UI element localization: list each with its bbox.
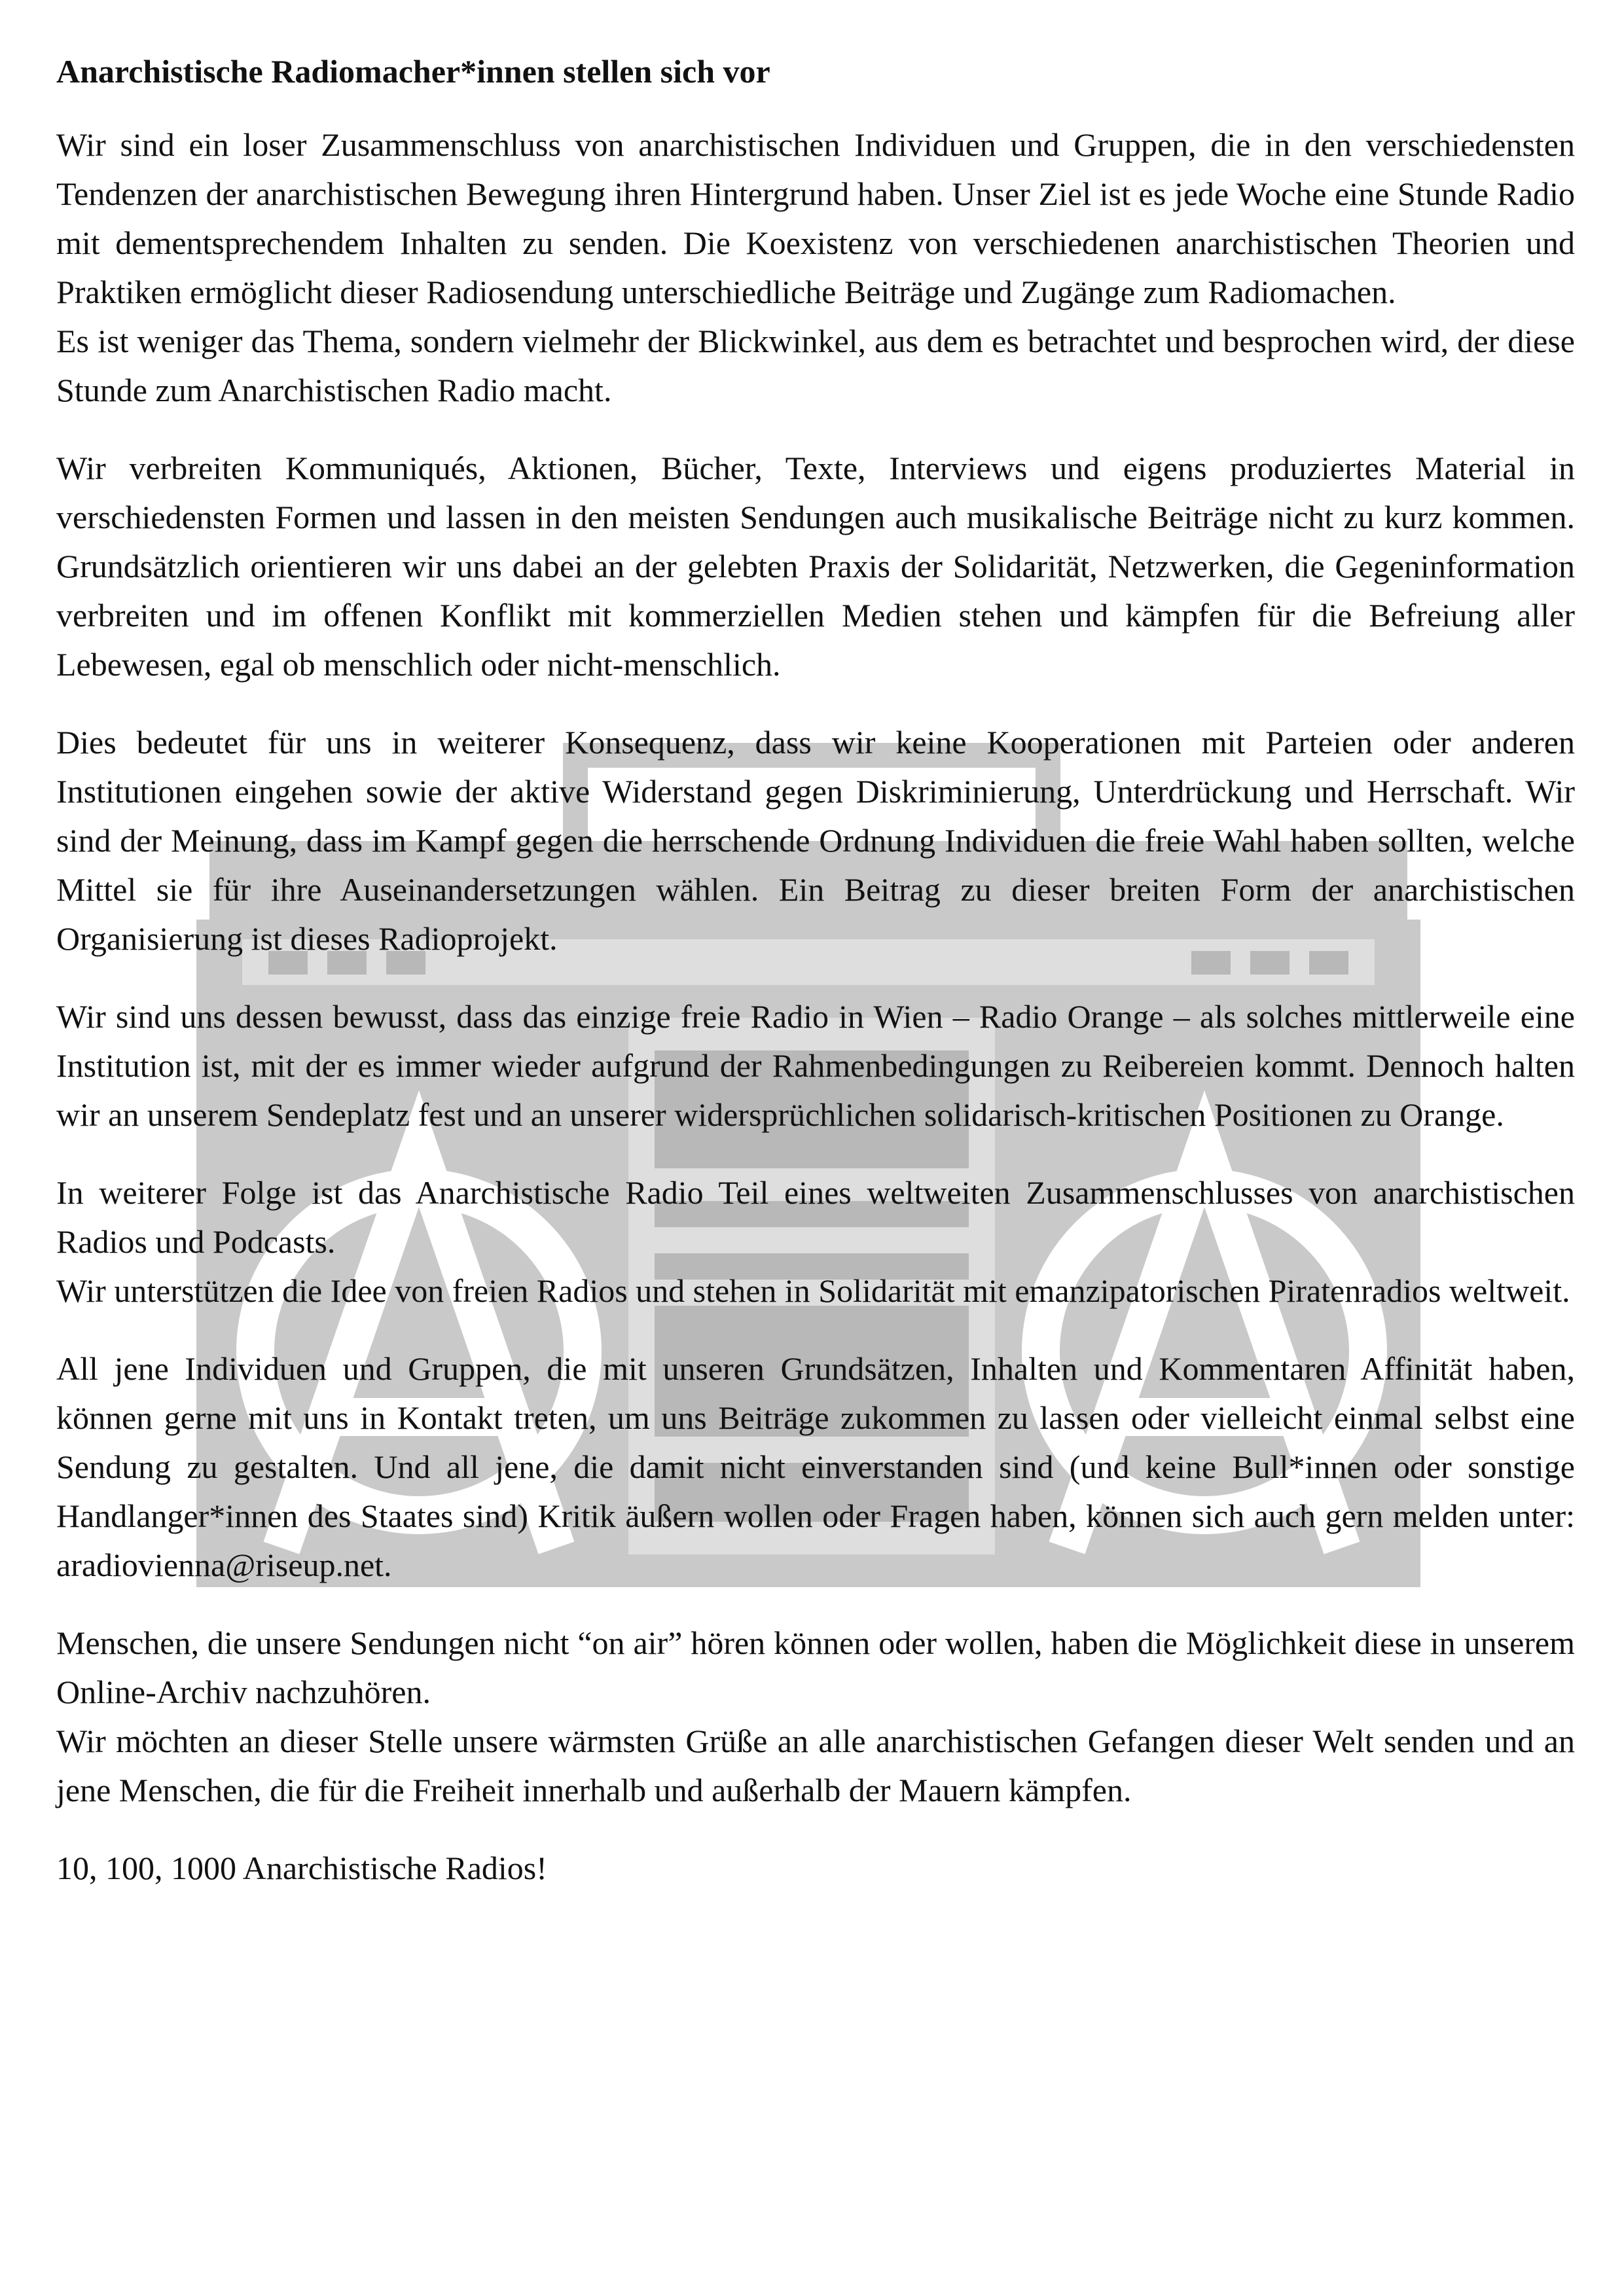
paragraph-line: Wir unterstützen die Idee von freien Radios und stehen in Solidarität mit emanzipatorischen Piratenradios weltweit. <box>56 1272 1570 1309</box>
paragraph-intro <box>56 120 1575 415</box>
paragraph-line: Dies bedeutet für uns in weiterer Konsequenz, dass wir keine Kooperationen mit Parteien oder anderen Institutionen eingehen sowie der aktive Widerstand gegen Diskriminierung, Unterdrückung und Herrschaft. Wir sind der Meinung, dass im Kampf gegen die herrschende Ordnung Individuen die freie Wahl haben sollten, welche Mittel sie für ihre Auseinandersetzungen wählen. Ein Beitrag zu dieser breiten Form der anarchistischen Organisierung ist dieses Radioprojekt. <box>56 724 1575 957</box>
paragraph-closing <box>56 1844 1575 1893</box>
paragraph-contact <box>56 1344 1575 1590</box>
paragraph-archive <box>56 1619 1575 1815</box>
paragraph-line: Wir sind ein loser Zusammenschluss von anarchistischen Individuen und Gruppen, die in den verschiedensten Tendenzen der anarchistischen Bewegung ihren Hintergrund haben. Unser Ziel ist es jede Woche eine Stunde Radio mit dementsprechendem Inhalten zu senden. Die Koexistenz von verschiedenen anarchistischen Theorien und Praktiken ermöglicht dieser Radiosendung unterschiedliche Beiträge und Zugänge zum Radiomachen. <box>56 126 1575 310</box>
paragraph-radio-orange <box>56 992 1575 1139</box>
paragraph-line: Wir möchten an dieser Stelle unsere wärmsten Grüße an alle anarchistischen Gefangen dieser Welt senden und an jene Menschen, die für die Freiheit innerhalb und außerhalb der Mauern kämpfen. <box>56 1723 1575 1808</box>
document-body <box>56 47 1575 1893</box>
paragraph-line: Es ist weniger das Thema, sondern vielmehr der Blickwinkel, aus dem es betrachtet und besprochen wird, der diese Stunde zum Anarchistischen Radio macht. <box>56 323 1575 408</box>
paragraph-content <box>56 444 1575 689</box>
paragraph-line: Wir sind uns dessen bewusst, dass das einzige freie Radio in Wien – Radio Orange – als solches mittlerweile eine Institution ist, mit der es immer wieder aufgrund der Rahmenbedingungen zu Reibereien kommt. Dennoch halten wir an unserem Sendeplatz fest und an unserer widersprüchlichen solidarisch-kritischen Positionen zu Orange. <box>56 998 1575 1133</box>
paragraph-line: In weiterer Folge ist das Anarchistische Radio Teil eines weltweiten Zusammenschlusses von anarchistischen Radios und Podcasts. <box>56 1174 1575 1260</box>
paragraph-line: All jene Individuen und Gruppen, die mit unseren Grundsätzen, Inhalten und Kommentaren Affinität haben, können gerne mit uns in Kontakt treten, um uns Beiträge zukommen zu lassen oder vielleicht einmal selbst eine Sendung zu gestalten. Und all jene, die damit nicht einverstanden sind (und keine Bull*innen oder sonstige Handlanger*innen des Staates sind) Kritik äußern wollen oder Fragen haben, können sich auch gern melden unter: aradiovienna@riseup.net. <box>56 1350 1575 1583</box>
document-title: Anarchistische Radiomacher*innen stellen sich vor <box>56 53 770 90</box>
paragraph-line: 10, 100, 1000 Anarchistische Radios! <box>56 1850 547 1886</box>
paragraph-network <box>56 1168 1575 1316</box>
paragraph-consequence <box>56 718 1575 963</box>
paragraph-line: Menschen, die unsere Sendungen nicht “on air” hören können oder wollen, haben die Möglichkeit diese in unserem Online-Archiv nachzuhören. <box>56 1624 1575 1710</box>
paragraph-line: Wir verbreiten Kommuniqués, Aktionen, Bücher, Texte, Interviews und eigens produziertes Material in verschiedensten Formen und lassen in den meisten Sendungen auch musikalische Beiträge nicht zu kurz kommen. Grundsätzlich orientieren wir uns dabei an der gelebten Praxis der Solidarität, Netzwerken, die Gegeninformation verbreiten und im offenen Konflikt mit kommerziellen Medien stehen und kämpfen für die Befreiung aller Lebewesen, egal ob menschlich oder nicht-menschlich. <box>56 450 1575 683</box>
